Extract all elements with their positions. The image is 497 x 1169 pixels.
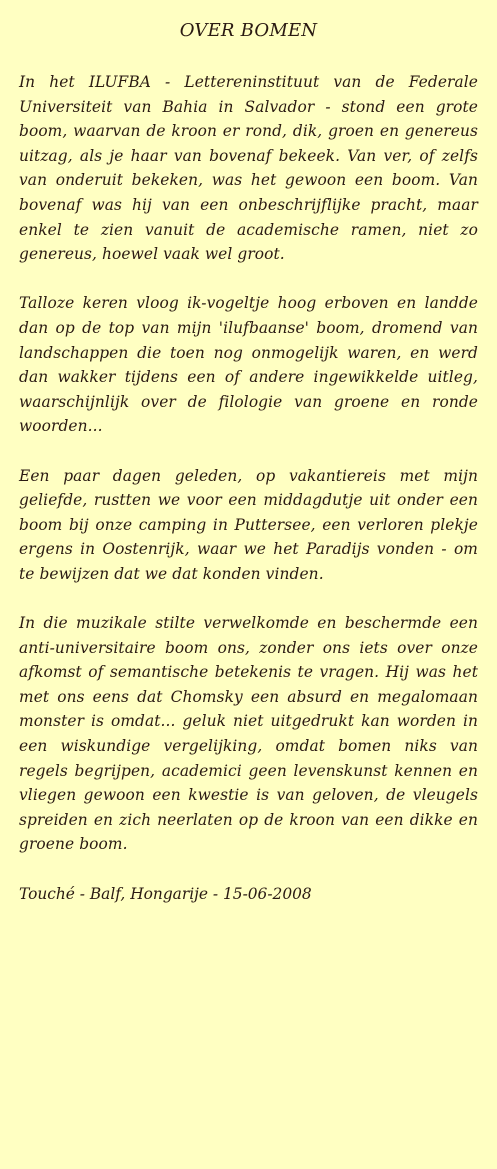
signature-line: Touché - Balf, Hongarije - 15-06-2008	[19, 884, 312, 903]
paragraph-1: In het ILUFBA - Lettereninstituut van de Federale Universiteit van Bahia in Salvador - stond een grote boom, waarvan de kroon er rond, dik, groen en genereus uitzag, als je haar van bovenaf bekeek. Van ver, of zelfs van onderuit bekeken, was het gewoon een boom. Van bovenaf was hij van een onbeschrijflijke pracht, maar enkel te zien vanuit de academische ramen, niet zo genereus, hoewel vaak wel groot.	[19, 73, 478, 264]
paragraph-4: In die muzikale stilte verwelkomde en beschermde een anti-universitaire boom ons, zonder ons iets over onze afkomst of semantische betekenis te vragen. Hij was het met ons eens dat Chomsky een absurd en megalomaan monster is omdat... geluk niet uitgedrukt kan worden in een wiskundige vergelijking, omdat bomen niks van regels begrijpen, academici geen levenskunst kennen en vliegen gewoon een kwestie is van geloven, de vleugels spreiden en zich neerlaten op de kroon van een dikke en groene boom.	[19, 614, 478, 854]
paragraph-3: Een paar dagen geleden, op vakantiereis met mijn geliefde, rustten we voor een middagdutje uit onder een boom bij onze camping in Puttersee, een verloren plekje ergens in Oostenrijk, waar we het Paradijs vonden - om te bewijzen dat we dat konden vinden.	[19, 466, 478, 583]
paragraph-2: Talloze keren vloog ik-vogeltje hoog erboven en landde dan op de top van mijn 'ilufbaanse' boom, dromend van landschappen die toen nog onmogelijk waren, en werd dan wakker tijdens een of andere ingewikkelde uitleg, waarschijnlijk over de filologie van groene en ronde woorden...	[19, 294, 478, 436]
document-title: OVER BOMEN	[179, 20, 318, 41]
